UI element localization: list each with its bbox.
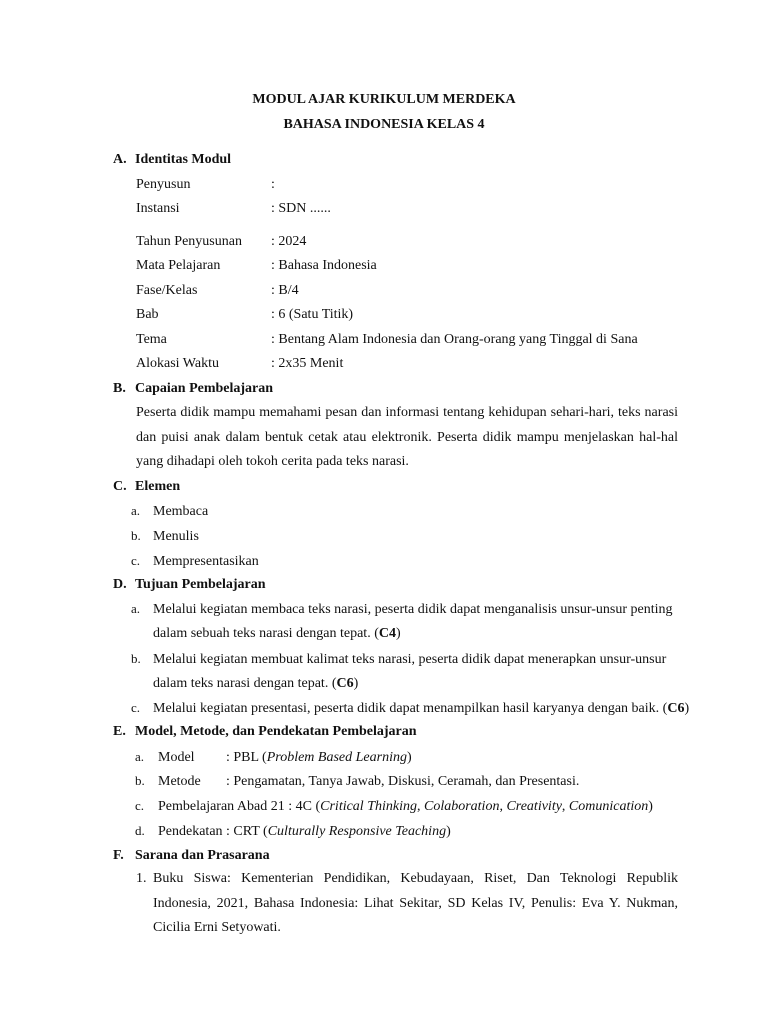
- list-marker: b.: [131, 651, 141, 666]
- closing-paren: ): [446, 824, 451, 839]
- list-text: Buku Siswa: Kementerian Pendidikan, Kebudayaan, Riset, Dan Teknologi Republik Indonesia, 2021, Bahasa Indonesia: Lihat Sekitar, SD Kelas IV, Penulis: Eva Y. Nukman, Cicilia Erni Setyowati.: [153, 871, 678, 935]
- section-letter: A.: [113, 152, 127, 167]
- document-subtitle: BAHASA INDONESIA KELAS 4: [283, 117, 485, 132]
- list-item-model: [135, 749, 412, 766]
- section-title: Tujuan Pembelajaran: [135, 577, 266, 592]
- list-text: Melalui kegiatan membaca teks narasi, peserta didik dapat menganalisis unsur-unsur penting: [153, 602, 673, 617]
- section-a-heading: [113, 152, 231, 168]
- section-title: Model, Metode, dan Pendekatan Pembelajaran: [135, 724, 417, 739]
- separator: ,: [499, 799, 507, 814]
- list-text: Mempresentasikan: [153, 554, 259, 569]
- section-title: Sarana dan Prasarana: [135, 848, 270, 863]
- document-title: MODUL AJAR KURIKULUM MERDEKA: [252, 92, 516, 107]
- row-value: :: [271, 177, 275, 192]
- row-label: Mata Pelajaran: [136, 258, 221, 273]
- row-value: : 2024: [271, 234, 307, 249]
- section-c-heading: [113, 479, 180, 495]
- capaian-paragraph: Peserta didik mampu memahami pesan dan informasi tentang kehidupan sehari-hari, teks narasi dan puisi anak dalam bentuk cetak atau elektronik. Peserta didik mampu menjelaskan hal-hal yang dihadapi oleh tokoh cerita pada teks narasi.: [136, 405, 678, 469]
- section-b-heading: [113, 381, 273, 397]
- row-label: Instansi: [136, 201, 180, 216]
- list-text: Pembelajaran Abad 21 : 4C (: [158, 799, 321, 814]
- row-value: : SDN ......: [271, 201, 331, 216]
- list-text: Melalui kegiatan presentasi, peserta didik dapat menampilkan hasil karyanya dengan baik. (: [153, 701, 668, 716]
- list-item: [131, 601, 673, 618]
- section-title: Capaian Pembelajaran: [135, 381, 274, 396]
- row-label: Fase/Kelas: [136, 283, 198, 298]
- list-text: Melalui kegiatan membuat kalimat teks narasi, peserta didik dapat menerapkan unsur-unsur: [153, 652, 667, 667]
- closing-paren: ): [353, 676, 359, 691]
- italic-term: Creativity: [506, 799, 562, 814]
- section-letter: C.: [113, 479, 127, 494]
- list-marker: a.: [135, 749, 145, 764]
- list-item-continuation: [153, 626, 401, 642]
- italic-term: Culturally Responsive Teaching: [267, 824, 447, 839]
- list-text: Membaca: [153, 504, 209, 519]
- cognitive-level-code: C4: [378, 626, 396, 641]
- section-d-heading: [113, 577, 266, 593]
- section-letter: B.: [113, 381, 126, 396]
- list-marker: b.: [131, 528, 141, 543]
- row-value: : Bahasa Indonesia: [271, 258, 377, 273]
- section-e-heading: [113, 724, 417, 740]
- list-item: [131, 528, 199, 545]
- closing-paren: ): [406, 750, 412, 765]
- row-label: Tahun Penyusunan: [136, 234, 242, 249]
- italic-term: Problem Based Learning: [266, 750, 407, 765]
- list-marker: 1.: [136, 871, 147, 886]
- list-marker: c.: [131, 553, 141, 568]
- list-marker: a.: [131, 601, 141, 616]
- list-item-pendekatan: [135, 823, 451, 840]
- section-letter: D.: [113, 577, 127, 592]
- list-item: [131, 553, 259, 570]
- section-f-heading: [113, 848, 270, 864]
- row-label: Penyusun: [136, 177, 191, 192]
- closing-paren: ): [648, 799, 653, 814]
- list-marker: a.: [131, 503, 141, 518]
- row-label: Bab: [136, 307, 159, 322]
- closing-paren: ): [684, 701, 690, 716]
- list-item: [131, 503, 208, 520]
- closing-paren: ): [395, 626, 401, 641]
- section-title: Elemen: [135, 479, 181, 494]
- list-key: Metode: [158, 774, 201, 789]
- italic-term: Comunication: [568, 799, 649, 814]
- list-marker: b.: [135, 773, 145, 788]
- row-label: Tema: [136, 332, 167, 347]
- list-marker: c.: [131, 700, 141, 715]
- list-marker: d.: [135, 823, 145, 838]
- italic-term: Critical Thinking: [320, 799, 417, 814]
- separator: ,: [416, 799, 424, 814]
- list-item: [131, 700, 689, 717]
- section-letter: F.: [113, 848, 124, 863]
- list-text: : Pengamatan, Tanya Jawab, Diskusi, Ceramah, dan Presentasi.: [226, 774, 580, 789]
- row-value: : Bentang Alam Indonesia dan Orang-orang yang Tinggal di Sana: [271, 332, 638, 347]
- cognitive-level-code: C6: [667, 701, 685, 716]
- separator: ,: [561, 799, 569, 814]
- list-marker: c.: [135, 798, 145, 813]
- list-item: [131, 651, 666, 668]
- row-value: : 2x35 Menit: [271, 356, 344, 371]
- row-value: : 6 (Satu Titik): [271, 307, 354, 322]
- numbered-list-item: [136, 867, 678, 941]
- list-text: Menulis: [153, 529, 199, 544]
- list-text: dalam teks narasi dengan tepat. (: [153, 676, 337, 691]
- list-text: Pendekatan : CRT (: [158, 824, 268, 839]
- row-value: : B/4: [271, 283, 299, 298]
- cognitive-level-code: C6: [336, 676, 354, 691]
- italic-term: Colaboration: [423, 799, 500, 814]
- section-letter: E.: [113, 724, 126, 739]
- row-label: Alokasi Waktu: [136, 356, 219, 371]
- list-item-continuation: [153, 676, 358, 692]
- list-item-metode: [135, 773, 579, 790]
- list-item-abad21: [135, 798, 653, 815]
- section-title: Identitas Modul: [135, 152, 232, 167]
- list-key: Model: [158, 750, 195, 765]
- list-text: dalam sebuah teks narasi dengan tepat. (: [153, 626, 379, 641]
- list-text: : PBL (: [226, 750, 267, 765]
